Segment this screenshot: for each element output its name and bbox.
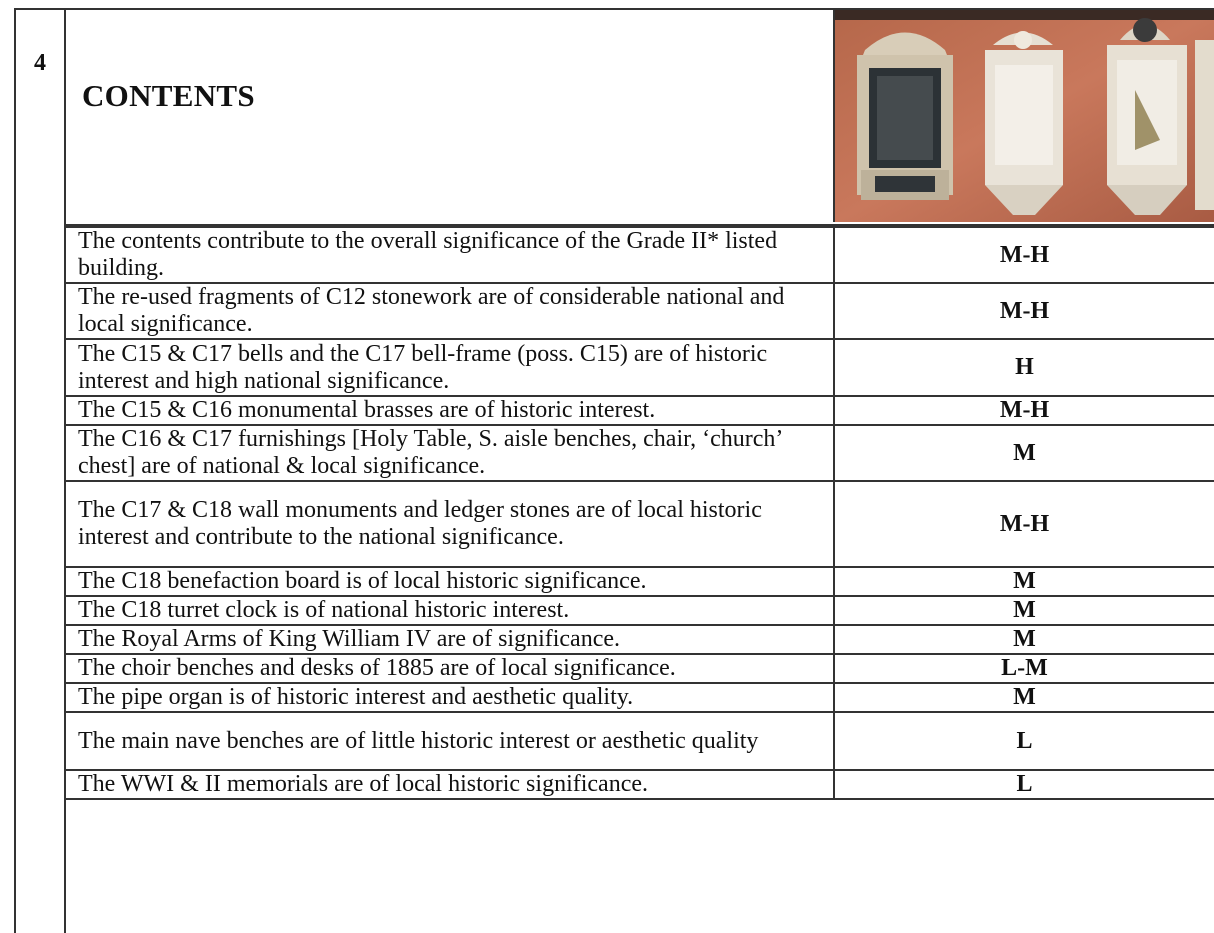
- row-rating: L: [834, 770, 1214, 799]
- row-description: The C15 & C17 bells and the C17 bell-frame (poss. C15) are of historic interest and high national significance.: [64, 339, 834, 396]
- row-description: The main nave benches are of little historic interest or aesthetic quality: [64, 712, 834, 770]
- row-rating: L-M: [834, 654, 1214, 683]
- row-description: The C16 & C17 furnishings [Holy Table, S. aisle benches, chair, ‘church’ chest] are of national & local significance.: [64, 425, 834, 481]
- row-description: The choir benches and desks of 1885 are of local significance.: [64, 654, 834, 683]
- row-rating: M: [834, 683, 1214, 712]
- row-rating: M-H: [834, 283, 1214, 339]
- row-description: The re-used fragments of C12 stonework are of considerable national and local significance.: [64, 283, 834, 339]
- row-description: The pipe organ is of historic interest and aesthetic quality.: [64, 683, 834, 712]
- table-row: [64, 425, 1214, 481]
- row-rating: M-H: [834, 396, 1214, 425]
- row-rating: H: [834, 339, 1214, 396]
- row-description: The contents contribute to the overall significance of the Grade II* listed building.: [64, 227, 834, 283]
- photo-image: [835, 10, 1214, 222]
- significance-table: [64, 226, 1214, 800]
- row-description: The C18 benefaction board is of local historic significance.: [64, 567, 834, 596]
- row-description: The Royal Arms of King William IV are of significance.: [64, 625, 834, 654]
- table-row: [64, 596, 1214, 625]
- table-row: [64, 683, 1214, 712]
- row-description: The C18 turret clock is of national historic interest.: [64, 596, 834, 625]
- table-row: [64, 625, 1214, 654]
- contents-section: [14, 8, 1214, 933]
- row-rating: L: [834, 712, 1214, 770]
- row-description: The WWI & II memorials are of local historic significance.: [64, 770, 834, 799]
- table-row: [64, 339, 1214, 396]
- section-number: 4: [34, 50, 46, 76]
- table-row: [64, 396, 1214, 425]
- section-number-column: [14, 8, 66, 933]
- table-row: [64, 227, 1214, 283]
- section-title: CONTENTS: [82, 78, 255, 113]
- table-row: [64, 481, 1214, 567]
- table-row: [64, 567, 1214, 596]
- row-description: The C15 & C16 monumental brasses are of historic interest.: [64, 396, 834, 425]
- table-row: [64, 654, 1214, 683]
- table-row: [64, 283, 1214, 339]
- table-row: [64, 712, 1214, 770]
- row-rating: M-H: [834, 227, 1214, 283]
- row-rating: M: [834, 625, 1214, 654]
- significance-table-wrapper: [64, 8, 1214, 800]
- row-rating: M-H: [834, 481, 1214, 567]
- section-header: [64, 8, 1214, 226]
- row-rating: M: [834, 596, 1214, 625]
- row-rating: M: [834, 425, 1214, 481]
- table-row: [64, 770, 1214, 799]
- row-description: The C17 & C18 wall monuments and ledger stones are of local historic interest and contribute to the national significance.: [64, 481, 834, 567]
- row-rating: M: [834, 567, 1214, 596]
- wall-monuments-photo: [833, 10, 1214, 222]
